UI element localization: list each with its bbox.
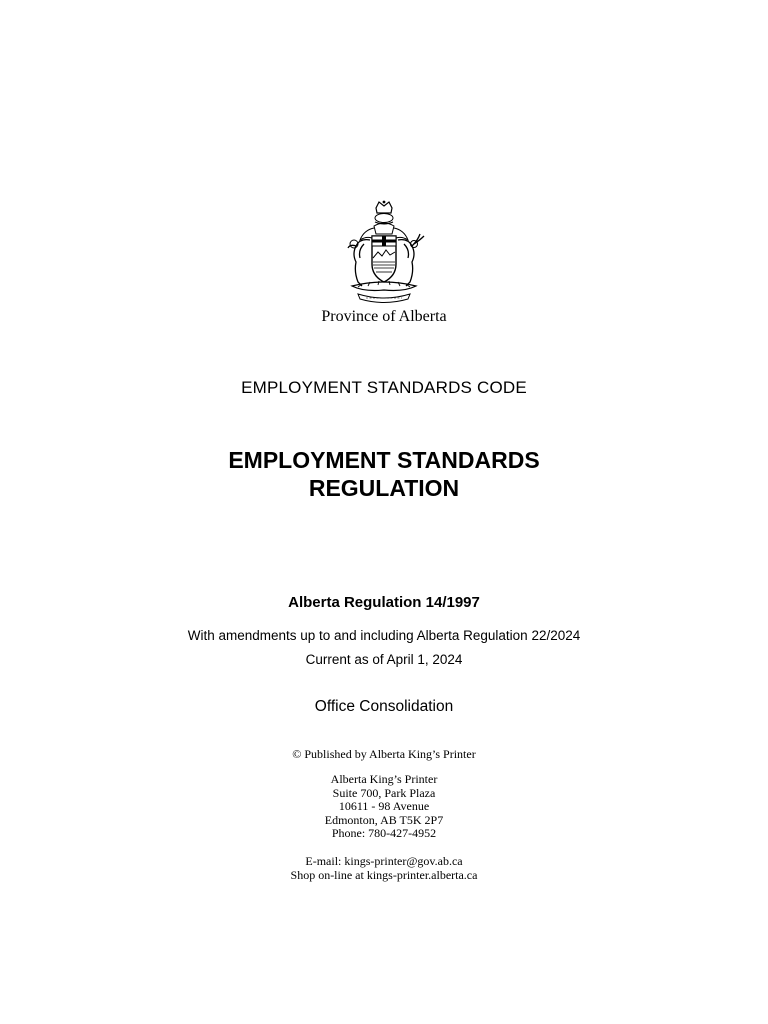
address-line: 10611 - 98 Avenue <box>338 799 430 813</box>
address-line: Edmonton, AB T5K 2P7 <box>324 812 444 827</box>
code-title: EMPLOYMENT STANDARDS CODE <box>241 378 527 397</box>
address-line: Suite 700, Park Plaza <box>332 785 436 800</box>
email-line: E-mail: kings-printer@gov.ab.ca <box>305 854 463 868</box>
office-consolidation: Office Consolidation <box>314 698 454 715</box>
regulation-title-line-1: EMPLOYMENT STANDARDS <box>228 447 540 473</box>
amendments-note: With amendments up to and including Alberta Regulation 22/2024 <box>187 628 581 643</box>
province-name: Province of Alberta <box>321 308 447 325</box>
regulation-number: Alberta Regulation 14/1997 <box>288 594 480 611</box>
regulation-title-line-2: REGULATION <box>308 475 460 501</box>
publisher-contact <box>0 854 768 882</box>
publisher-address <box>0 773 768 841</box>
address-line: Alberta King’s Printer <box>330 772 438 786</box>
published-by: © Published by Alberta King’s Printer <box>292 747 476 761</box>
alberta-coat-of-arms-icon <box>334 200 434 304</box>
regulation-title <box>0 446 768 502</box>
phone-line: Phone: 780-427-4952 <box>331 826 437 840</box>
shop-online-line: Shop on-line at kings-printer.alberta.ca <box>290 868 478 882</box>
current-as-of: Current as of April 1, 2024 <box>305 652 463 667</box>
